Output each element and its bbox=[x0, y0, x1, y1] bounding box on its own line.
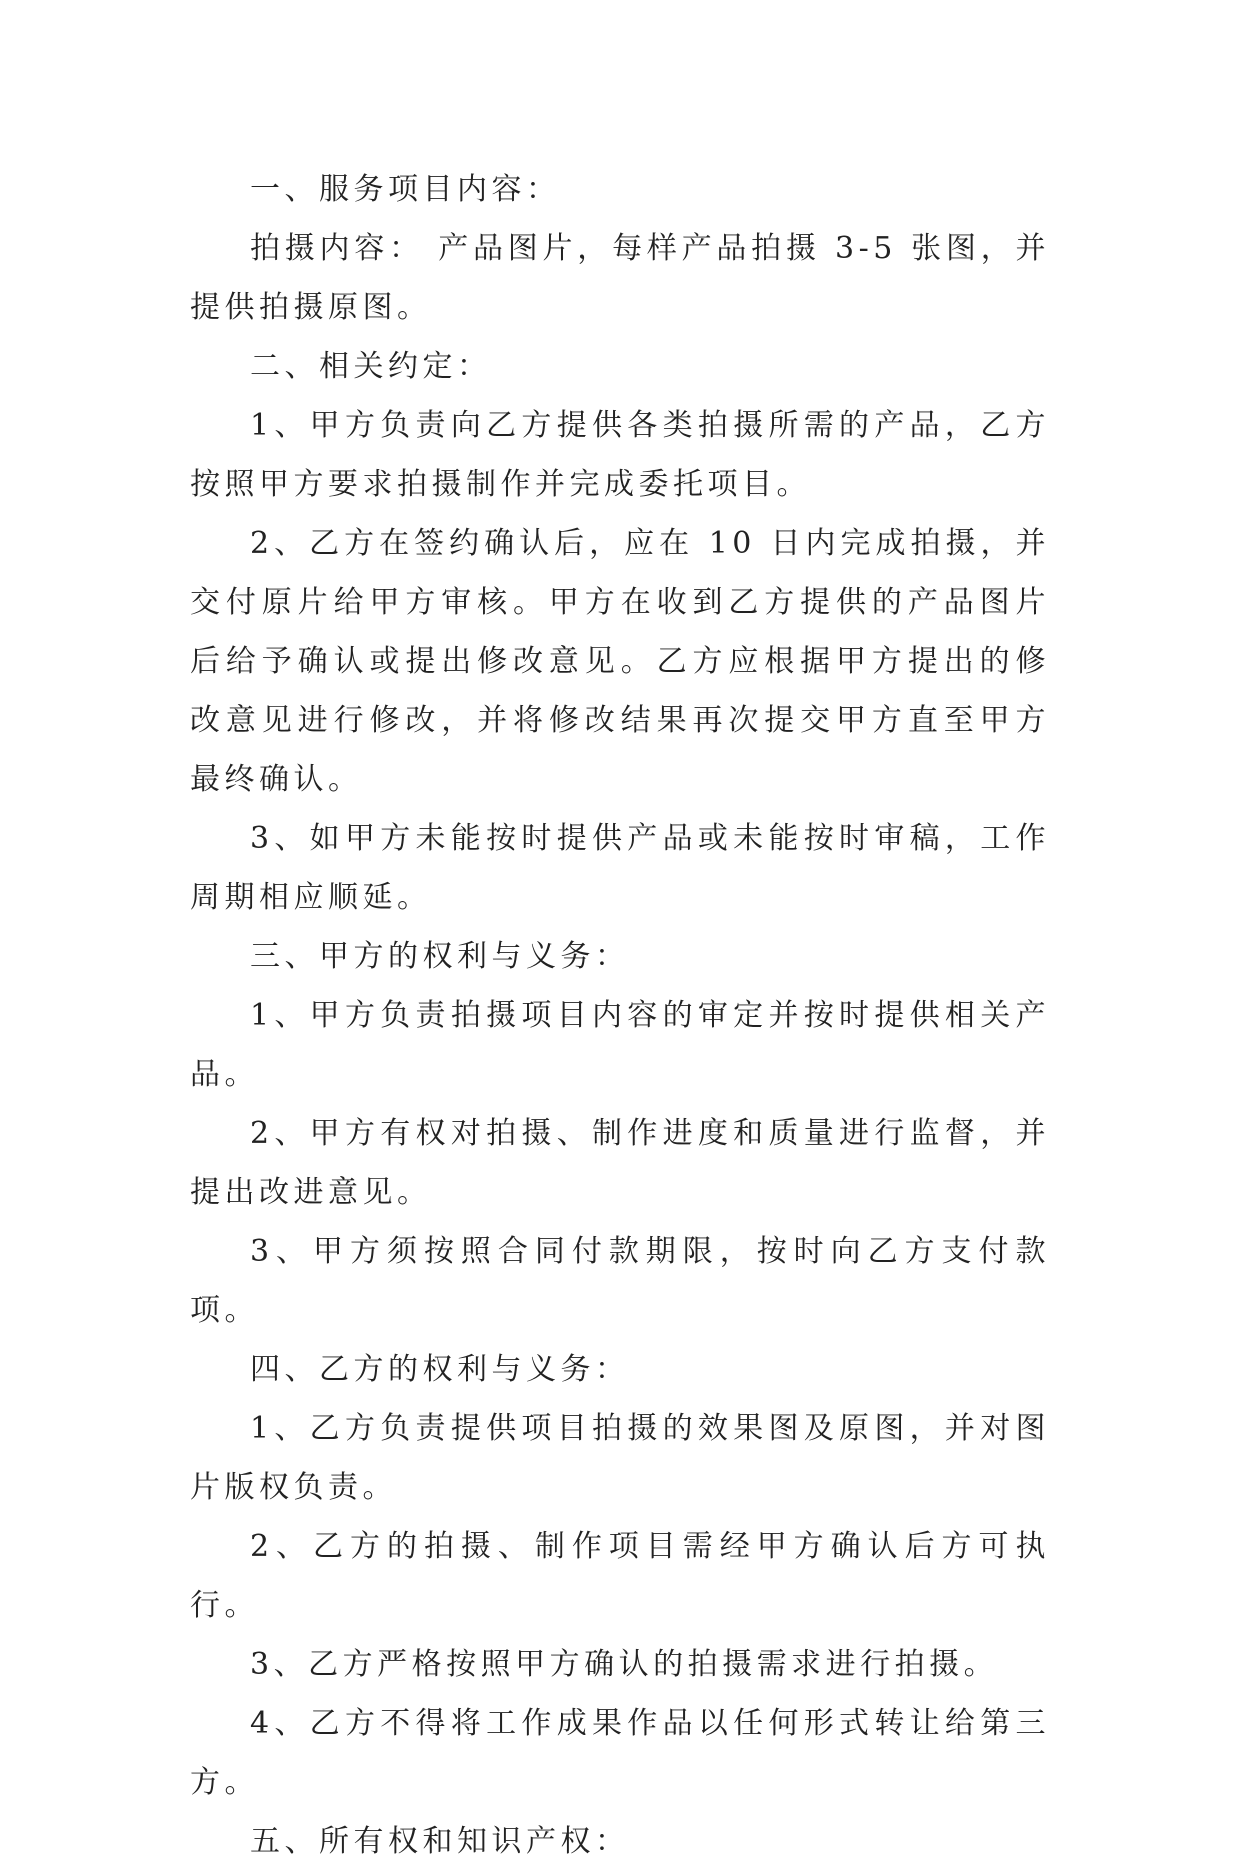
section-heading-party-b-rights: 四、乙方的权利与义务： bbox=[250, 1352, 630, 1387]
paragraph-shooting-content: 拍摄内容： 产品图片，每样产品拍摄 3-5 张图，并提供拍摄原图。 bbox=[190, 231, 1050, 325]
paragraph-party-a-2: 2、甲方有权对拍摄、制作进度和质量进行监督，并提出改进意见。 bbox=[190, 1116, 1050, 1210]
section-heading-agreements: 二、相关约定： bbox=[250, 349, 492, 384]
paragraph-party-b-3: 3、乙方严格按照甲方确认的拍摄需求进行拍摄。 bbox=[250, 1647, 999, 1682]
paragraph-agreement-2: 2、乙方在签约确认后，应在 10 日内完成拍摄，并交付原片给甲方审核。甲方在收到乙方提供的产品图片后给予确认或提出修改意见。乙方应根据甲方提出的修改意见进行修改，并将修改结果再次提交甲方直至甲方最终确认。 bbox=[190, 526, 1050, 797]
paragraph-party-b-2: 2、乙方的拍摄、制作项目需经甲方确认后方可执行。 bbox=[190, 1529, 1050, 1623]
section-heading-ownership-ip: 五、所有权和知识产权： bbox=[250, 1824, 630, 1859]
contract-body bbox=[190, 160, 1050, 1871]
paragraph-party-a-3: 3、甲方须按照合同付款期限，按时向乙方支付款项。 bbox=[190, 1234, 1050, 1328]
paragraph-agreement-1: 1、甲方负责向乙方提供各类拍摄所需的产品，乙方按照甲方要求拍摄制作并完成委托项目。 bbox=[190, 408, 1050, 502]
section-heading-party-a-rights: 三、甲方的权利与义务： bbox=[250, 939, 630, 974]
paragraph-party-a-1: 1、甲方负责拍摄项目内容的审定并按时提供相关产品。 bbox=[190, 998, 1050, 1092]
paragraph-agreement-3: 3、如甲方未能按时提供产品或未能按时审稿，工作周期相应顺延。 bbox=[190, 821, 1050, 915]
paragraph-party-b-4: 4、乙方不得将工作成果作品以任何形式转让给第三方。 bbox=[190, 1706, 1050, 1800]
paragraph-party-b-1: 1、乙方负责提供项目拍摄的效果图及原图，并对图片版权负责。 bbox=[190, 1411, 1050, 1505]
section-heading-service-items: 一、服务项目内容： bbox=[250, 172, 561, 207]
